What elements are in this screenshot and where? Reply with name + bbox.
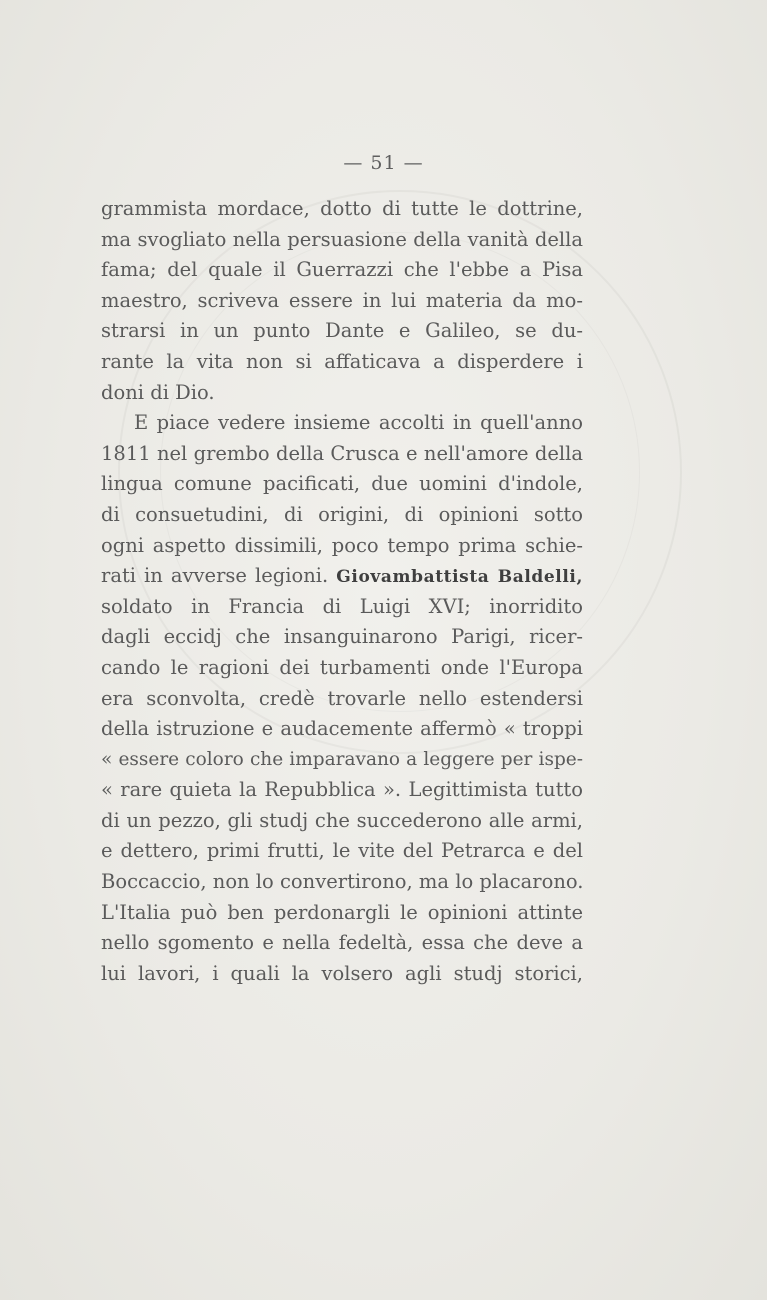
text-line-content: fama; del quale il Guerrazzi che l'ebbe a Pisa (101, 258, 583, 282)
text-line-content: e dettero, primi frutti, le vite del Petrarca e del (101, 839, 583, 863)
text-line-content: « essere coloro che imparavano a leggere per ispe- (101, 748, 583, 770)
text-line-content: era sconvolta, credè trovarle nello estendersi (101, 686, 583, 710)
text-line (101, 378, 583, 409)
text-line-content: soldato in Francia di Luigi XVI; inorridito (101, 594, 583, 618)
text-line-content: lui lavori, i quali la volsero agli studj storici, (101, 961, 583, 985)
text-line (101, 806, 583, 837)
text-line (101, 225, 583, 256)
text-line-content: rati in avverse legioni. (101, 564, 329, 588)
text-line-content: dagli eccidj che insanguinarono Parigi, ricer- (101, 625, 583, 649)
text-line-content: della istruzione e audacemente affermò « troppi (101, 717, 583, 741)
text-line-content: « rare quieta la Repubblica ». Legittimista tutto (101, 778, 583, 802)
text-line (101, 439, 583, 470)
text-line-content: di consuetudini, di origini, di opinioni sotto (101, 502, 583, 526)
text-line (101, 316, 583, 347)
text-line (101, 469, 583, 500)
body-text (101, 194, 583, 989)
text-line (101, 561, 583, 592)
text-line (101, 928, 583, 959)
text-line (101, 867, 583, 898)
text-line (101, 255, 583, 286)
text-line-content: ogni aspetto dissimili, poco tempo prima schie- (101, 533, 583, 557)
page-number: — 51 — (343, 152, 424, 174)
text-line-content: E piace vedere insieme accolti in quell'anno (134, 411, 583, 435)
text-line (101, 194, 583, 225)
text-line (101, 684, 583, 715)
text-line (101, 959, 583, 990)
text-line (101, 836, 583, 867)
person-name: Giovambattista Baldelli, (336, 567, 583, 588)
text-line-content: maestro, scriveva essere in lui materia da mo- (101, 288, 583, 312)
text-line-content: ma svogliato nella persuasione della vanità della (101, 227, 583, 251)
text-line-content: 1811 nel grembo della Crusca e nell'amore della (101, 441, 583, 465)
text-line (101, 653, 583, 684)
text-line-content: doni di Dio. (101, 380, 215, 404)
text-line (101, 622, 583, 653)
text-line-content: di un pezzo, gli studj che succederono alle armi, (101, 808, 583, 832)
text-line (101, 714, 583, 745)
text-line (101, 347, 583, 378)
text-line (101, 286, 583, 317)
text-line-content: Boccaccio, non lo convertirono, ma lo placarono. (101, 870, 584, 894)
text-line-content: strarsi in un punto Dante e Galileo, se du- (101, 319, 583, 343)
text-line (101, 592, 583, 623)
text-line-content: cando le ragioni dei turbamenti onde l'Europa (101, 655, 583, 679)
text-line (101, 745, 583, 776)
text-line-content: nello sgomento e nella fedeltà, essa che deve a (101, 931, 583, 955)
text-line (101, 898, 583, 929)
text-line-content: grammista mordace, dotto di tutte le dottrine, (101, 197, 583, 220)
text-line (101, 500, 583, 531)
text-line (101, 775, 583, 806)
text-line (101, 408, 583, 439)
text-line-content: L'Italia può ben perdonargli le opinioni attinte (101, 900, 583, 924)
text-line-content: rante la vita non si affaticava a disperdere i (101, 349, 583, 373)
text-line-content: lingua comune pacificati, due uomini d'indole, (101, 472, 583, 496)
text-line (101, 531, 583, 562)
